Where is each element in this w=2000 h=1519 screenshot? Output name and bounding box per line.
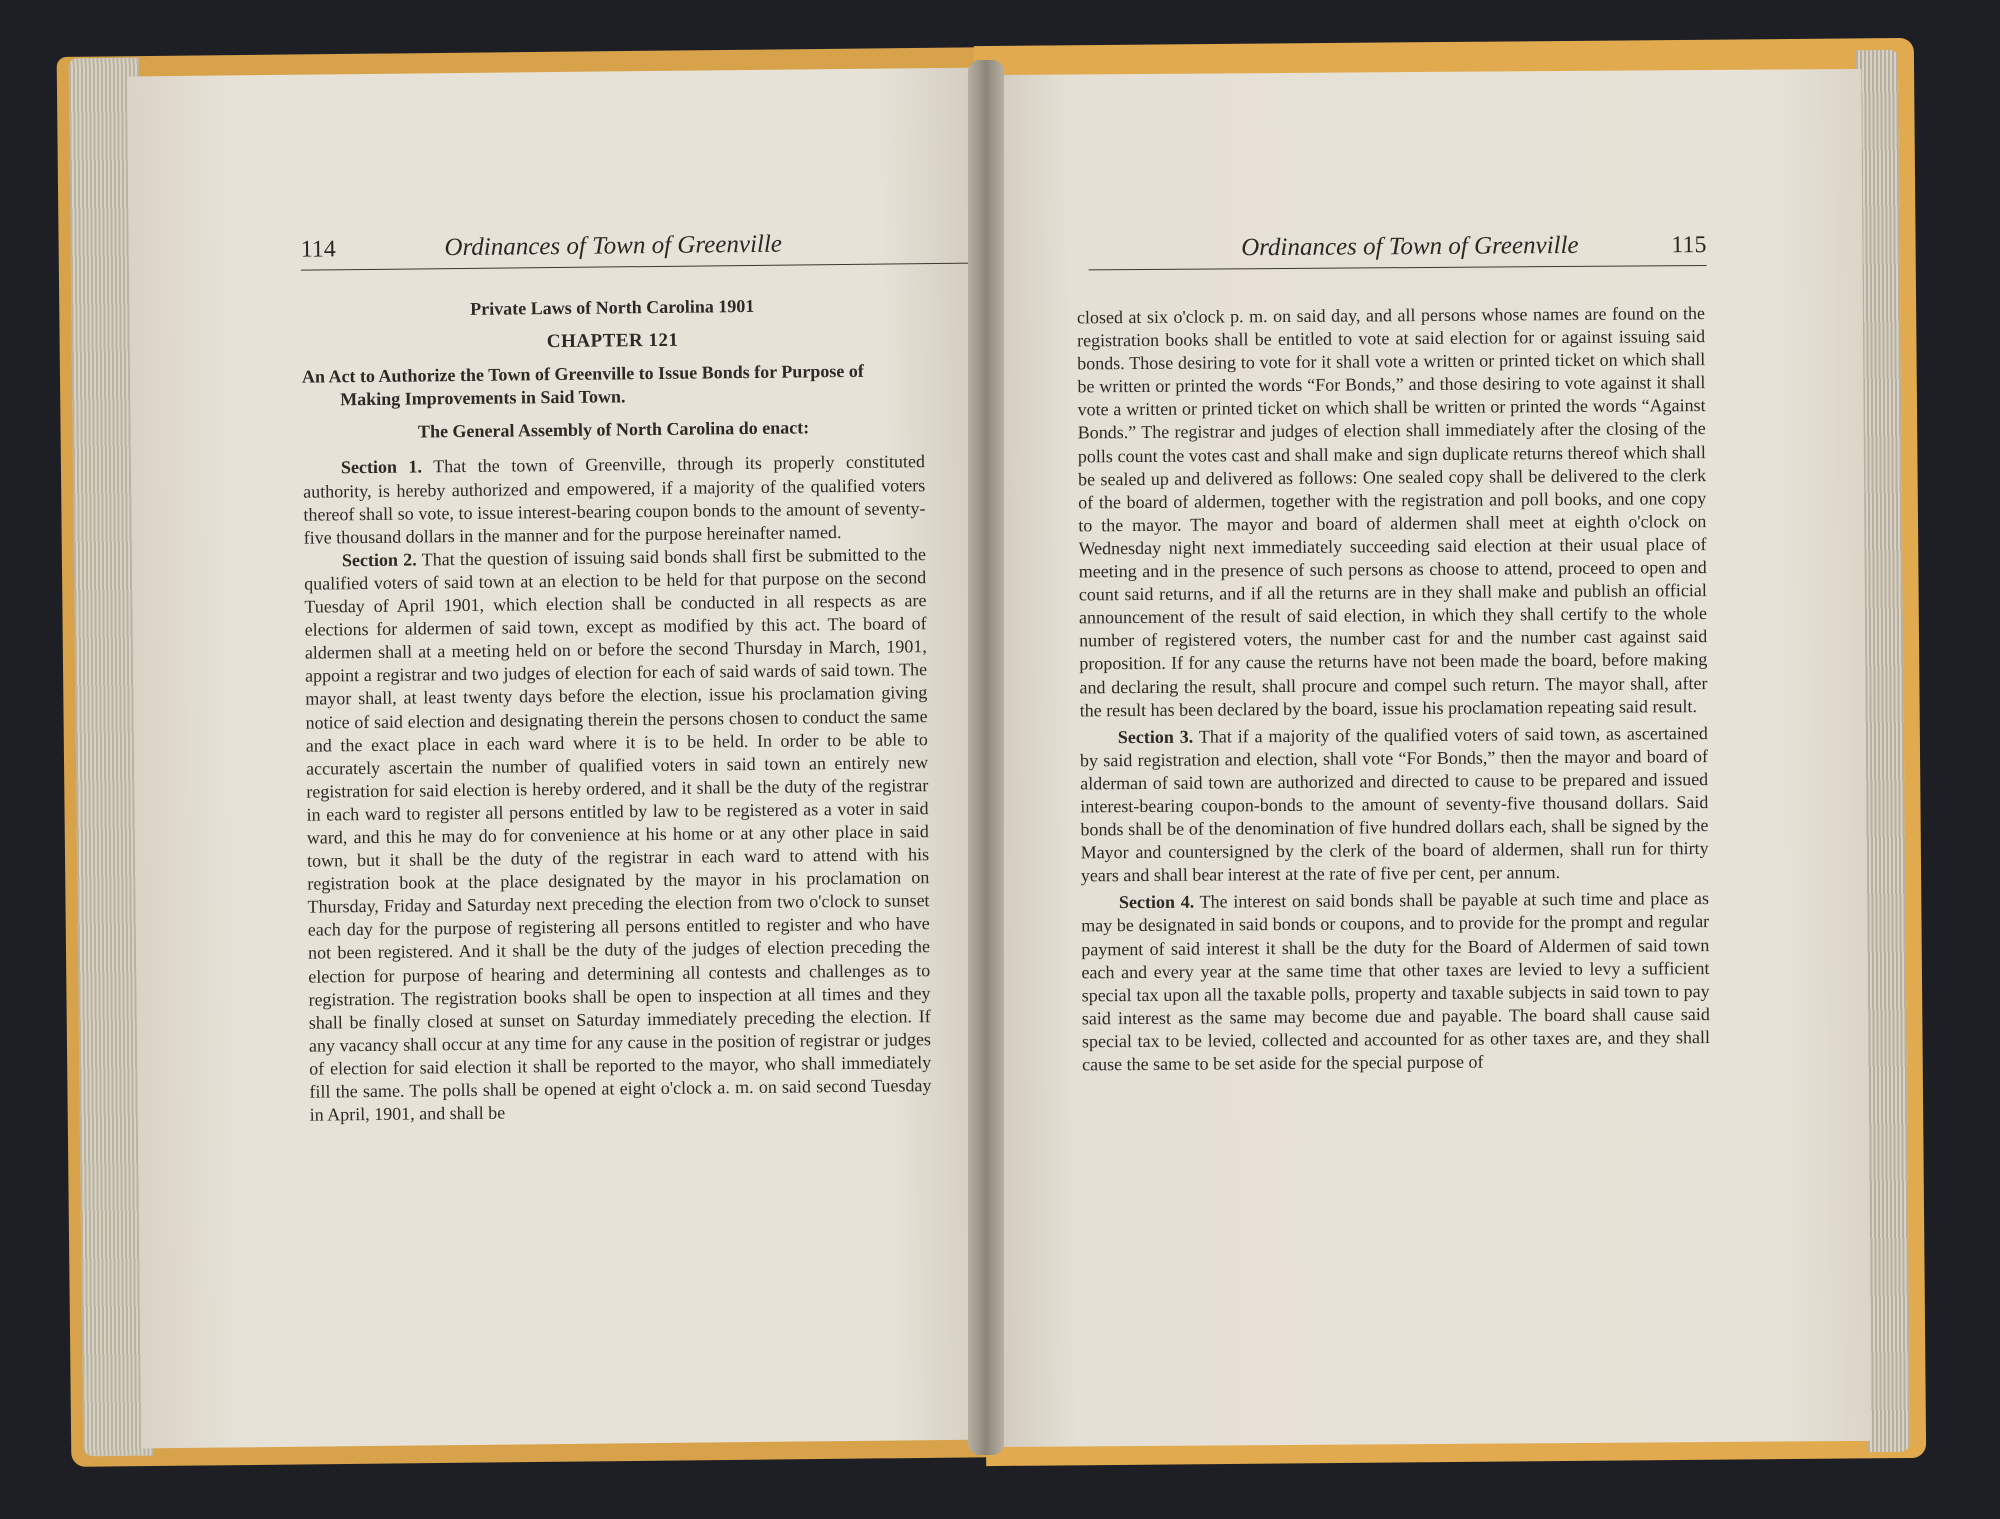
right-running-head-title: Ordinances of Town of Greenville	[1241, 231, 1579, 262]
section-2-text: That the question of issuing said bonds shall first be submitted to the qualified voters of said town at an election to be held for that purpose on the second Tuesday of April 1901, which election shall be conducted in all respects as are elections for aldermen of said town, except as modified by this act. The board of aldermen shall at a meeting held on or before the second Thursday in March, 1901, appoint a registrar and two judges of election for each of said wards of said town. The mayor shall, at least twenty days before the election, issue his proclamation giving notice of said election and designating therein the persons chosen to conduct the same and the exact place in each ward where it is to be held. In order to be able to accurately ascertain the number of qualified voters in said town an entirely new registration for said election is hereby ordered, and it shall be the duty of the registrar in each ward to register all persons entitled by law to be registered as a voter in said ward, and this he may do for convenience at his home or at any other place in said town, but it shall be the duty of the registrar in each ward to attend with his registration book at the place designated by the mayor in his proclamation on Thursday, Friday and Saturday next preceding the election from two o'clock to sunset each day for the purpose of registering all persons entitled to register and who have not been registered. And it shall be the duty of the judges of election preceding the election for purpose of hearing and determining all contests and challenges as to registration. The registration books shall be open to inspection at all times and they shall be finally closed at sunset on Saturday immediately preceding the election. If any vacancy shall occur at any time for any cause in the position of registrar or judges of election for said election it shall be reported to the mayor, who shall immediately fill the same. The polls shall be opened at eight o'clock a. m. on said second Tuesday in April, 1901, and shall be	[304, 544, 932, 1125]
section-3-paragraph	[1080, 722, 1709, 888]
left-running-head-title: Ordinances of Town of Greenville	[444, 230, 783, 262]
section-2-label: Section 2.	[341, 549, 417, 571]
left-page-number: 114	[300, 236, 336, 263]
left-page	[127, 68, 993, 1449]
book-gutter	[968, 60, 1004, 1455]
section-2-continuation: closed at six o'clock p. m. on said day, and all persons whose names are found on the registration books shall be entitled to vote at said election for or against issuing said bonds. Those desiring to vote for it shall vote a written or printed ticket on which shall be written or printed the words “For Bonds,” and those desiring to vote against it shall vote a written or printed ticket on which shall be written or printed the words “Against Bonds.” The registrar and judges of election shall immediately after the closing of the polls count the votes cast and shall make and sign duplicate returns thereof which shall be sealed up and delivered as follows: One sealed copy shall be delivered to the clerk of the board of aldermen, together with the registration and poll books, and one copy to the mayor. The mayor and board of aldermen shall meet at eighth o'clock on Wednesday night next immediately succeeding said election at their usual place of meeting and in the presence of such persons as choose to attend, proceed to open and count said returns, and if all the returns are in they shall make and publish an official announcement of the result of said election, in which they shall certify to the whole number of registered voters, the number cast for and the number cast against said proposition. If for any cause the returns have not been made the board, before making and declaring the result, shall procure and compel such return. The mayor shall, after the result has been declared by the board, issue his proclamation repeating said result.	[1076, 303, 1708, 721]
enacting-clause: The General Assembly of North Carolina do enact:	[417, 417, 810, 442]
right-running-header	[1088, 225, 1706, 270]
section-3-label: Section 3.	[1117, 726, 1194, 747]
section-1-paragraph	[303, 451, 926, 550]
section-4-text: The interest on said bonds shall be payable at such time and place as may be designated in said bonds or coupons, and to provide for the prompt and regular payment of said interest it shall be the duty for the Board of Aldermen of said town each and every year at the same time that other taxes are levied to levy a sufficient special tax upon all the taxable polls, property and taxable subjects in said town to pay said interest as the same may become due and payable. The board shall cause said special tax to be levied, collected and accounted for as other taxes are, and they shall cause the same to be set aside for the special purpose of	[1081, 888, 1711, 1075]
section-4-label: Section 4.	[1118, 891, 1195, 913]
section-4-paragraph	[1081, 887, 1710, 1076]
left-running-header	[300, 222, 993, 271]
chapter-heading: CHAPTER 121	[546, 329, 679, 353]
right-page	[981, 69, 1871, 1447]
section-1-label: Section 1.	[340, 456, 423, 478]
section-1-text: That the town of Greenville, through its properly constituted authority, is hereby authorized and empowered, if a majority of the qualified voters thereof shall so vote, to issue interest-bearing coupon bonds to the amount of seventy-five thousand dollars in the manner and for the purpose hereinafter named.	[303, 451, 926, 548]
section-3-text: That if a majority of the qualified voters of said town, as ascertained by said registration and election, shall vote “For Bonds,” then the mayor and board of alderman of said town are authorized and directed to cause to be prepared and issued interest-bearing coupon-bonds to the amount of seventy-five thousand dollars. Said bonds shall be of the denomination of five hundred dollars each, shall be signed by the Mayor and countersigned by the clerk of the board of aldermen, shall run for thirty years and shall bear interest at the rate of five per cent, per annum.	[1079, 722, 1709, 886]
right-page-body	[1077, 302, 1710, 1076]
act-title: An Act to Authorize the Town of Greenville to Issue Bonds for Purpose of Making Improvements in Said Town.	[301, 360, 864, 410]
right-page-number: 115	[1671, 232, 1707, 259]
section-2-paragraph	[304, 543, 932, 1127]
left-page-body	[301, 293, 932, 1127]
private-laws-title: Private Laws of North Carolina 1901	[470, 295, 755, 319]
